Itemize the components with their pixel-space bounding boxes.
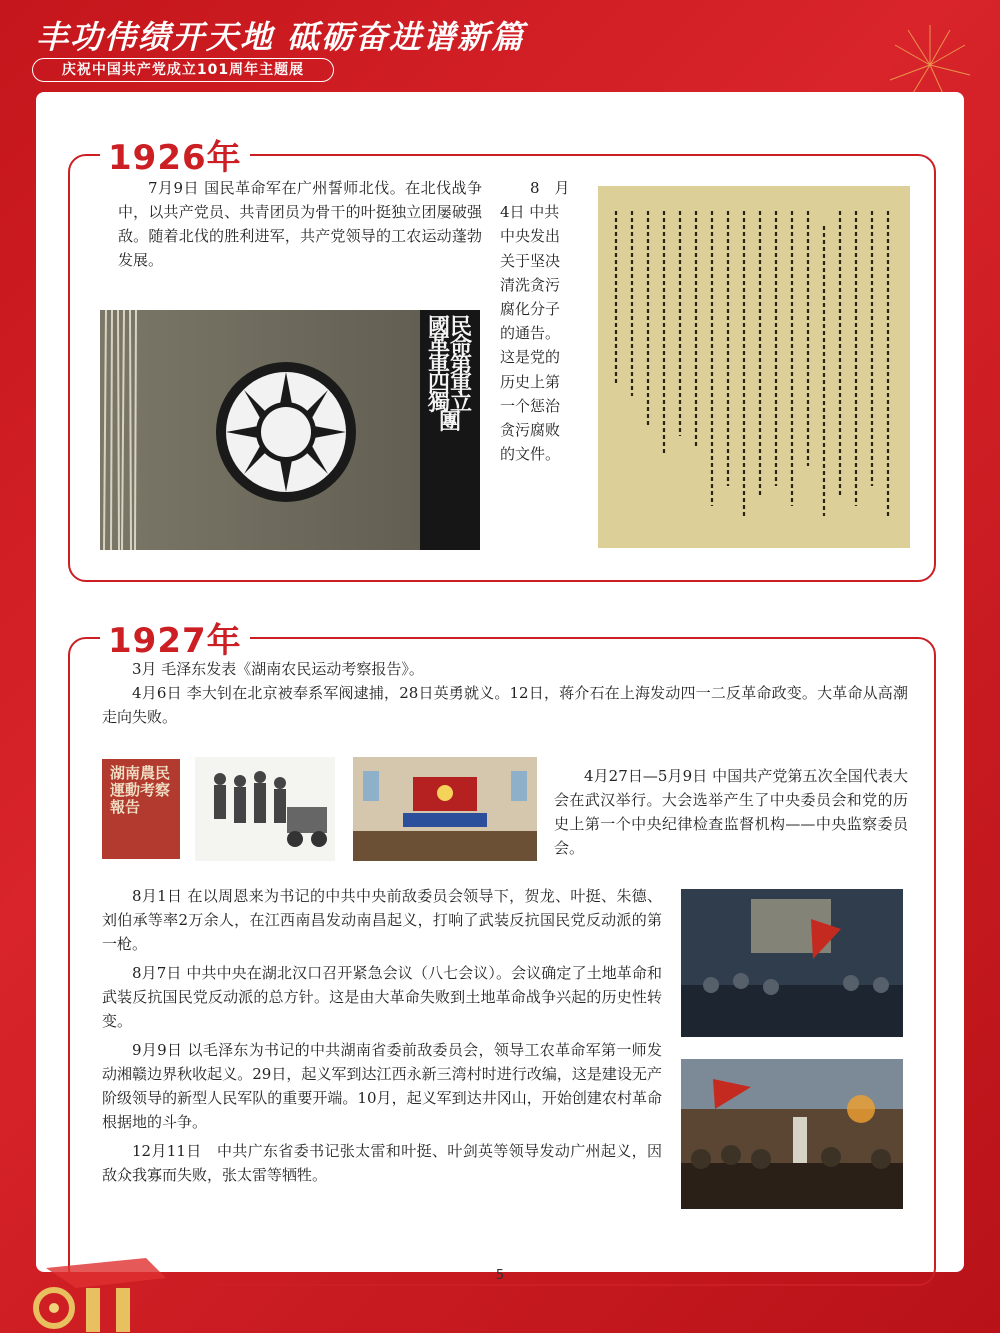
notice-line: 历史上第 <box>500 372 561 391</box>
notice-document-photo <box>598 186 910 548</box>
congress-hall-photo <box>353 757 537 861</box>
101-anniversary-logo <box>16 1248 176 1333</box>
meeting-hall-image <box>353 757 537 861</box>
flag-image <box>100 310 480 550</box>
notice-line: 8 月 <box>530 179 570 197</box>
content-card <box>36 92 964 1272</box>
autumn-harvest-painting-image <box>681 1059 903 1209</box>
notice-line: 清洗贪污 <box>500 275 561 294</box>
soldiers-sketch-image <box>195 757 335 861</box>
flag-photo <box>100 310 480 550</box>
header-subtitle: 庆祝中国共产党成立101周年主题展 <box>32 58 334 82</box>
notice-line: 关于坚决 <box>500 251 561 270</box>
para-1926-anti-corruption-notice <box>500 176 580 466</box>
notice-line: 的通告。 <box>500 324 561 343</box>
nanchang-painting-image <box>681 889 903 1037</box>
notice-line: 4日 中共 <box>500 203 560 222</box>
autumn-harvest-uprising-painting <box>681 1059 903 1209</box>
para-1927-mao-report: 3月 毛泽东发表《湖南农民运动考察报告》。 <box>132 660 424 678</box>
book-cover-photo <box>102 759 180 859</box>
flag-caption-text: 國民革命軍第四軍獨立團 <box>427 314 472 435</box>
nanchang-uprising-painting <box>681 889 903 1037</box>
para-1927-august-7-meeting: 8月7日 中共中央在湖北汉口召开紧急会议（八七会议）。会议确定了土地革命和武装反抗国民党反动派的总方针。这是由大革命失败到土地革命战争兴起的历史性转变。 <box>102 964 662 1030</box>
para-1927-guangzhou-uprising: 12月11日 中共广东省委书记张太雷和叶挺、叶剑英等领导发动广州起义，因敌众我寡而失败，张太雷等牺牲。 <box>102 1142 662 1184</box>
section-1927 <box>68 621 936 1286</box>
para-1927-nanchang-uprising: 8月1日 在以周恩来为书记的中共中央前敌委员会领导下，贺龙、叶挺、朱德、刘伯承等率2万余人，在江西南昌发动南昌起义，打响了武装反抗国民党反动派的第一枪。 <box>102 887 662 953</box>
page-number: 5 <box>495 1268 505 1283</box>
para-1927-autumn-harvest-uprising: 9月9日 以毛泽东为书记的中共湖南省委前敌委员会，领导工农革命军第一师发动湘赣边界秋收起义。29日，起义军到达江西永新三湾村时进行改编，这是建设无产阶级领导的新型人民军队的重要开端。10月，起义军到达井冈山，开始创建农村革命根据地的斗争。 <box>102 1041 662 1131</box>
year-1926-heading: 1926年 <box>100 130 250 179</box>
handwritten-document-image <box>598 186 910 548</box>
year-1927-heading: 1927年 <box>100 613 250 662</box>
notice-line: 腐化分子 <box>500 300 561 319</box>
sketch-photo <box>195 757 335 861</box>
notice-line: 这是党的 <box>500 348 561 367</box>
notice-line: 的文件。 <box>500 445 561 464</box>
notice-line: 中央发出 <box>500 227 561 246</box>
notice-line: 一个惩治 <box>500 396 561 415</box>
book-title-text: 湖南農民運動考察報告 <box>110 764 171 816</box>
header-title: 丰功伟绩开天地 砥砺奋进谱新篇 <box>36 18 526 56</box>
firework-decoration <box>850 20 980 100</box>
para-1926-northern-expedition: 7月9日 国民革命军在广州誓师北伐。在北伐战争中，以共产党员、共青团员为骨干的叶挺独立团屡破强敌。随着北伐的胜利进军，共产党领导的工农运动蓬勃发展。 <box>118 179 482 269</box>
notice-line: 贪污腐败 <box>500 421 561 440</box>
para-1927-fifth-congress: 4月27日—5月9日 中国共产党第五次全国代表大会在武汉举行。大会选举产生了中央委员会和党的历史上第一个中央纪律检查监督机构——中央监察委员会。 <box>554 767 908 857</box>
section-1926 <box>68 138 936 582</box>
para-1927-li-dazhao: 4月6日 李大钊在北京被奉系军阀逮捕，28日英勇就义。12日，蒋介石在上海发动四一二反革命政变。大革命从高潮走向失败。 <box>102 684 908 726</box>
